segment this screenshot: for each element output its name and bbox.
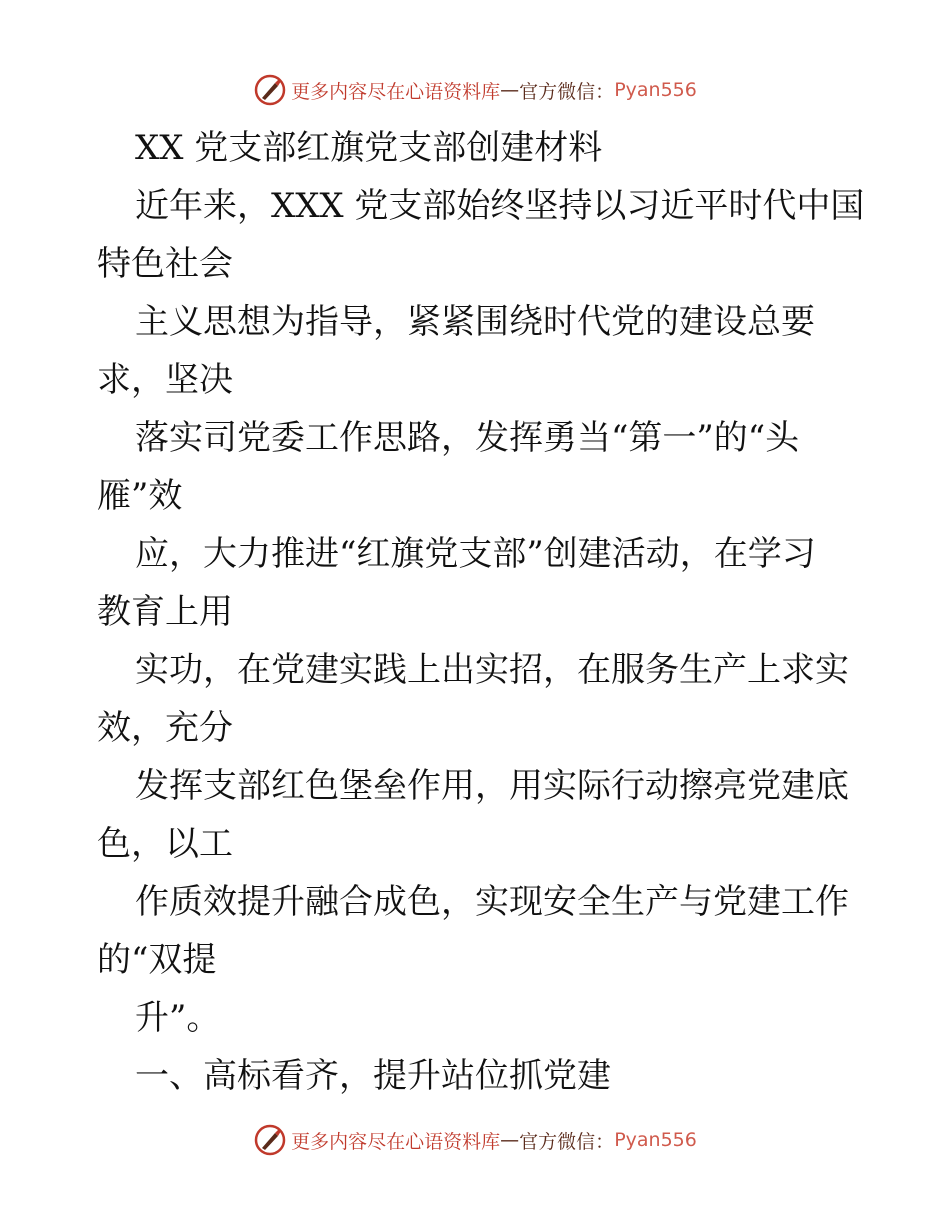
body-line: 色，以工 [97, 824, 233, 864]
body-line: 应，大力推进“红旗党支部”创建活动，在学习 [135, 534, 816, 574]
footer-watermark-banner [0, 1120, 950, 1160]
body-line: 雁”效 [97, 476, 183, 516]
banner-dash: — [500, 1129, 520, 1151]
header-watermark-banner [0, 70, 950, 110]
banner-wechat-label: 官方微信： [519, 80, 615, 103]
pen-logo-icon [253, 1123, 287, 1157]
banner-wechat-id: Pyan556 [614, 1129, 697, 1151]
body-line: 升”。 [135, 998, 221, 1038]
body-line: 近年来，XXX 党支部始终坚持以习近平时代中国 [135, 186, 865, 226]
body-line: 教育上用 [97, 592, 233, 632]
body-line: 作质效提升融合成色，实现安全生产与党建工作 [135, 882, 849, 922]
body-line: 发挥支部红色堡垒作用，用实际行动擦亮党建底 [135, 766, 849, 806]
body-line: 实功，在党建实践上出实招，在服务生产上求实 [135, 650, 849, 690]
banner-wechat-label: 官方微信： [519, 1130, 615, 1153]
document-title: XX 党支部红旗党支部创建材料 [135, 128, 603, 168]
section-heading: 一、高标看齐，提升站位抓党建 [135, 1056, 611, 1096]
pen-logo-icon [253, 73, 287, 107]
banner-site-text: 更多内容尽在心语资料库 [291, 1130, 501, 1153]
body-line: 求，坚决 [97, 360, 233, 400]
body-line: 特色社会 [97, 244, 233, 284]
banner-dash: — [500, 79, 520, 101]
body-line: 落实司党委工作思路，发挥勇当“第一”的“头 [135, 418, 800, 458]
body-line: 的“双提 [97, 940, 217, 980]
banner-wechat-id: Pyan556 [614, 79, 697, 101]
banner-site-text: 更多内容尽在心语资料库 [291, 80, 501, 103]
body-line: 效，充分 [97, 708, 233, 748]
body-line: 主义思想为指导，紧紧围绕时代党的建设总要 [135, 302, 815, 342]
